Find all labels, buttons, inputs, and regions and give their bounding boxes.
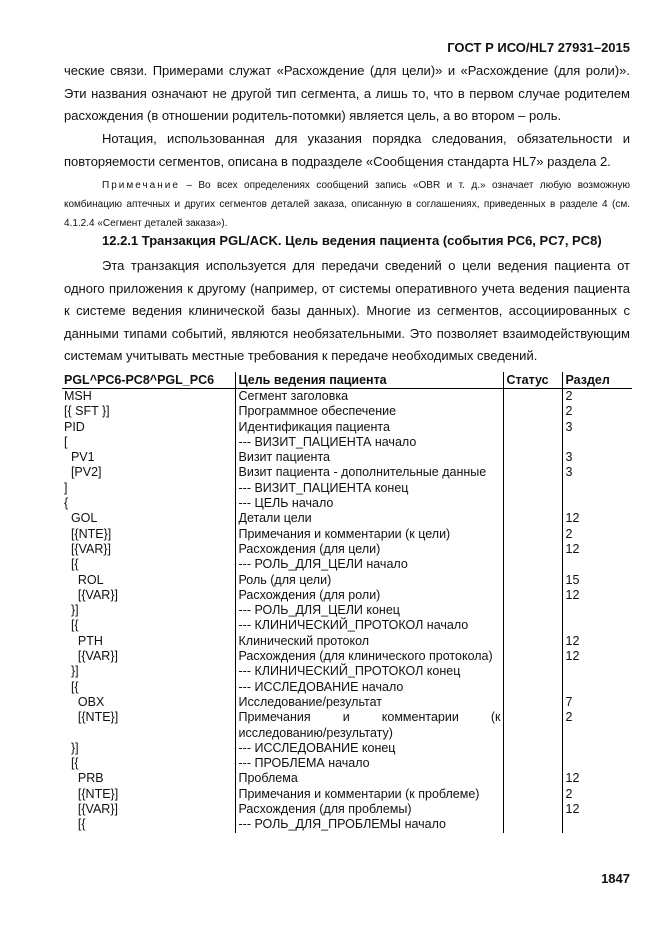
column-header-section: Раздел: [562, 372, 632, 389]
cell-segment: [PV2]: [64, 465, 102, 480]
cell-segment: [{VAR}]: [64, 541, 112, 556]
cell-segment: PV1: [64, 450, 95, 465]
cell-description: --- ИССЛЕДОВАНИЕ начало: [235, 680, 503, 695]
section-heading: 12.2.1 Транзакция PGL/ACK. Цель ведения пациента (события PC6, PC7, PC8): [102, 233, 602, 248]
cell-section: 2: [562, 710, 632, 741]
cell-description: --- ПРОБЛЕМА начало: [235, 756, 503, 771]
cell-section: 12: [562, 588, 632, 603]
table-row: [62, 695, 632, 710]
table-row: [62, 710, 632, 741]
cell-segment: [{NTE}]: [64, 526, 112, 541]
cell-status: [503, 695, 562, 710]
note: [64, 176, 630, 233]
table-row: [62, 741, 632, 756]
cell-status: [503, 634, 562, 649]
table-row: [62, 481, 632, 496]
table-row: [62, 527, 632, 542]
table-row: [62, 756, 632, 771]
table-row: [62, 664, 632, 679]
cell-segment: MSH: [64, 389, 92, 403]
cell-description: Расхождения (для проблемы): [235, 802, 503, 817]
cell-segment: }]: [64, 664, 79, 679]
cell-segment: [{: [64, 817, 86, 832]
cell-description: Расхождения (для роли): [235, 588, 503, 603]
cell-section: 3: [562, 465, 632, 480]
paragraph-continuation: ческие связи. Примерами служат «Расхождение (для цели)» и «Расхождение (для роли)». Эти названия означают не другой тип сегмента, а лишь то, что в первом случае родителем расхождения (в отношении родитель-потомки) является цель, а во втором – роль.: [64, 63, 630, 123]
document-header: ГОСТ Р ИСО/HL7 27931–2015: [447, 40, 630, 55]
cell-segment: GOL: [64, 511, 98, 526]
table-row: [62, 802, 632, 817]
note-text: – Во всех определениях сообщений запись «OBR и т. д.» означает любую возможную комбинацию аптечных и других сегментов деталей заказа, описанную в соглашениях, приведенных в разделе 4 (см. 4.1.2.4 «Сегмент деталей заказа»).: [64, 180, 630, 229]
cell-segment: PTH: [64, 633, 103, 648]
table-row: [62, 420, 632, 435]
cell-status: [503, 741, 562, 756]
cell-status: [503, 573, 562, 588]
cell-status: [503, 802, 562, 817]
cell-description: Расхождения (для клинического протокола): [235, 649, 503, 664]
cell-status: [503, 588, 562, 603]
cell-status: [503, 527, 562, 542]
column-header-status: Статус: [503, 372, 562, 389]
cell-segment: [: [64, 434, 68, 449]
cell-section: [562, 680, 632, 695]
cell-description: Проблема: [235, 771, 503, 786]
cell-segment: OBX: [64, 694, 105, 709]
cell-status: [503, 603, 562, 618]
cell-status: [503, 664, 562, 679]
cell-status: [503, 511, 562, 526]
cell-description: Клинический протокол: [235, 634, 503, 649]
table-row: [62, 771, 632, 786]
cell-segment: [{VAR}]: [64, 587, 118, 602]
cell-segment: ROL: [64, 572, 104, 587]
table-row: [62, 588, 632, 603]
cell-status: [503, 420, 562, 435]
table-row: [62, 634, 632, 649]
cell-segment: {: [64, 496, 69, 511]
cell-section: 12: [562, 634, 632, 649]
cell-segment: [{VAR}]: [64, 649, 118, 664]
cell-status: [503, 817, 562, 832]
cell-description: Примечания и комментарии (к исследованию/результату): [235, 710, 503, 741]
cell-description: Сегмент заголовка: [235, 389, 503, 405]
segment-table: [62, 372, 632, 833]
cell-section: 12: [562, 542, 632, 557]
cell-description: Примечания и комментарии (к проблеме): [235, 787, 503, 802]
cell-description: --- ЦЕЛЬ начало: [235, 496, 503, 511]
table-header-row: [62, 372, 632, 389]
table-row: [62, 389, 632, 405]
cell-description: --- КЛИНИЧЕСКИЙ_ПРОТОКОЛ конец: [235, 664, 503, 679]
cell-status: [503, 542, 562, 557]
table-row: [62, 435, 632, 450]
cell-segment: [{: [64, 679, 79, 694]
cell-status: [503, 756, 562, 771]
cell-section: [562, 481, 632, 496]
table-row: [62, 511, 632, 526]
cell-segment: }]: [64, 603, 79, 618]
cell-description: --- ВИЗИТ_ПАЦИЕНТА конец: [235, 481, 503, 496]
table-row: [62, 496, 632, 511]
cell-status: [503, 680, 562, 695]
cell-section: [562, 603, 632, 618]
cell-description: --- РОЛЬ_ДЛЯ_ПРОБЛЕМЫ начало: [235, 817, 503, 832]
cell-section: 12: [562, 649, 632, 664]
note-label: Примечание: [102, 180, 180, 191]
cell-description: --- РОЛЬ_ДЛЯ_ЦЕЛИ конец: [235, 603, 503, 618]
table-row: [62, 450, 632, 465]
cell-section: 15: [562, 573, 632, 588]
cell-status: [503, 481, 562, 496]
cell-description: --- РОЛЬ_ДЛЯ_ЦЕЛИ начало: [235, 557, 503, 572]
column-header-description: Цель ведения пациента: [235, 372, 503, 389]
cell-description: --- КЛИНИЧЕСКИЙ_ПРОТОКОЛ начало: [235, 618, 503, 633]
cell-section: 2: [562, 404, 632, 419]
cell-section: 12: [562, 771, 632, 786]
cell-section: [562, 557, 632, 572]
cell-description: --- ИССЛЕДОВАНИЕ конец: [235, 741, 503, 756]
cell-segment: [{NTE}]: [64, 786, 119, 801]
cell-section: [562, 664, 632, 679]
cell-section: 2: [562, 389, 632, 405]
cell-segment: }]: [64, 740, 79, 755]
cell-status: [503, 557, 562, 572]
cell-segment: PID: [64, 419, 85, 434]
table-row: [62, 542, 632, 557]
cell-section: 12: [562, 511, 632, 526]
cell-segment: [{: [64, 618, 79, 633]
cell-description: Визит пациента: [235, 450, 503, 465]
table-row: [62, 404, 632, 419]
cell-status: [503, 435, 562, 450]
cell-status: [503, 404, 562, 419]
table-row: [62, 649, 632, 664]
cell-section: [562, 496, 632, 511]
cell-section: [562, 618, 632, 633]
cell-section: [562, 817, 632, 832]
cell-status: [503, 450, 562, 465]
cell-description: Примечания и комментарии (к цели): [235, 527, 503, 542]
page-number: 1847: [601, 871, 630, 886]
cell-description: Идентификация пациента: [235, 420, 503, 435]
cell-status: [503, 496, 562, 511]
cell-section: [562, 756, 632, 771]
cell-status: [503, 771, 562, 786]
cell-section: 7: [562, 695, 632, 710]
table-row: [62, 787, 632, 802]
cell-status: [503, 710, 562, 741]
cell-segment: ]: [64, 480, 68, 495]
cell-description: --- ВИЗИТ_ПАЦИЕНТА начало: [235, 435, 503, 450]
cell-status: [503, 618, 562, 633]
cell-status: [503, 787, 562, 802]
cell-description: Расхождения (для цели): [235, 542, 503, 557]
paragraph-notation: Нотация, использованная для указания порядка следования, обязательности и повторяемости сегментов, описана в подразделе «Сообщения стандарта HL7» раздела 2.: [64, 131, 630, 169]
paragraph-transaction: Эта транзакция используется для передачи сведений о цели ведения пациента от одного приложения к другому (например, от системы оперативного учета ведения пациента к системе ведения клинической базы данных). Многие из сегментов, ассоциированных с данными типами событий, являются необязательными. Это позволяет взаимодействующим системам учитывать местные требования к передаче необходимых сведений.: [64, 258, 630, 363]
cell-section: 3: [562, 450, 632, 465]
table-row: [62, 618, 632, 633]
column-header-message: PGL^PC6-PC8^PGL_PC6: [62, 372, 235, 389]
cell-section: [562, 741, 632, 756]
cell-segment: PRB: [64, 771, 104, 786]
cell-status: [503, 465, 562, 480]
table-row: [62, 573, 632, 588]
cell-segment: [{: [64, 557, 79, 572]
cell-segment: [{ SFT }]: [64, 404, 110, 419]
table-row: [62, 680, 632, 695]
cell-status: [503, 389, 562, 405]
cell-description: Визит пациента - дополнительные данные: [235, 465, 503, 480]
cell-section: 2: [562, 787, 632, 802]
table-row: [62, 817, 632, 832]
cell-section: 2: [562, 527, 632, 542]
cell-section: 3: [562, 420, 632, 435]
cell-segment: [{NTE}]: [64, 710, 119, 725]
cell-section: [562, 435, 632, 450]
table-row: [62, 557, 632, 572]
table-row: [62, 465, 632, 480]
cell-status: [503, 649, 562, 664]
cell-description: Исследование/результат: [235, 695, 503, 710]
cell-description: Программное обеспечение: [235, 404, 503, 419]
cell-description: Детали цели: [235, 511, 503, 526]
cell-section: 12: [562, 802, 632, 817]
cell-description: Роль (для цели): [235, 573, 503, 588]
cell-segment: [{: [64, 756, 79, 771]
table-row: [62, 603, 632, 618]
cell-segment: [{VAR}]: [64, 802, 118, 817]
